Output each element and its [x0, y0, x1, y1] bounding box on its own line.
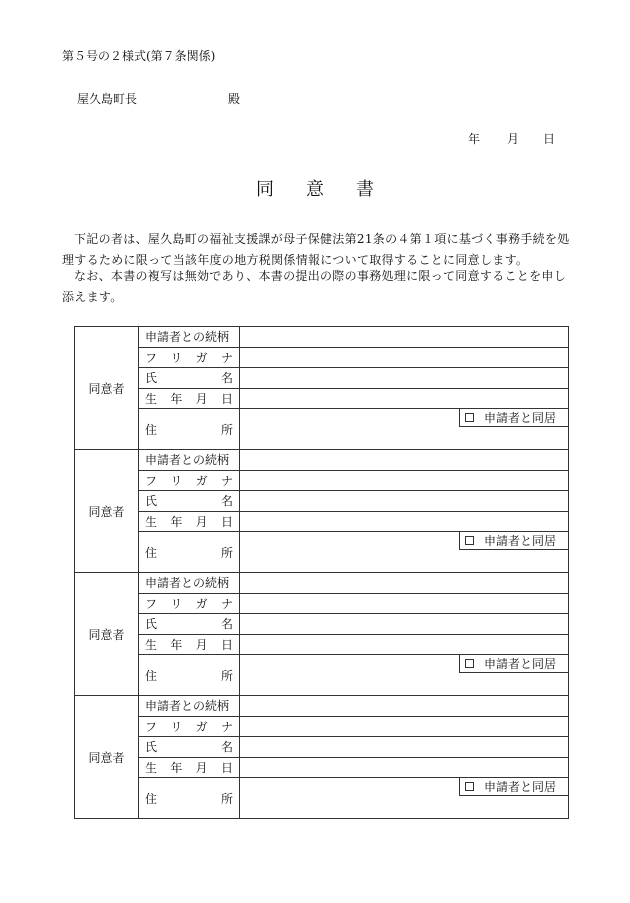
cohabit-checkbox[interactable] [459, 654, 569, 673]
form-number: 第５号の２様式(第７条関係) [62, 49, 216, 63]
relation-label: 申請者との続柄 [139, 450, 240, 471]
cohabit-checkbox[interactable] [459, 777, 569, 796]
name-label: 氏 名 [139, 737, 240, 758]
consenter-row-relation [75, 573, 569, 594]
birthdate-label: 生 年 月 日 [139, 757, 240, 778]
address-field[interactable] [240, 655, 569, 696]
furigana-label: フ リ ガ ナ [139, 716, 240, 737]
consenter-row-name [75, 491, 569, 512]
addressee-honorific: 殿 [228, 92, 241, 106]
birthdate-label: 生 年 月 日 [139, 634, 240, 655]
consenter-row-birth [75, 757, 569, 778]
birthdate-label: 生 年 月 日 [139, 388, 240, 409]
address-label: 住 所 [139, 655, 240, 696]
consent-table [74, 326, 569, 819]
document-title: 同意書 [256, 179, 406, 200]
cohabit-checkbox[interactable] [459, 531, 569, 550]
furigana-field[interactable] [240, 716, 569, 737]
checkbox-square-icon[interactable] [465, 536, 474, 545]
consent-paragraph-2: なお、本書の複写は無効であり、本書の提出の際の事務処理に限って同意することを申し添えます。 [62, 269, 567, 304]
date-month-label: 月 [507, 132, 520, 146]
consenter-label: 同意者 [75, 450, 139, 573]
consenter-row-address [75, 655, 569, 696]
birthdate-field[interactable] [240, 634, 569, 655]
birthdate-label: 生 年 月 日 [139, 511, 240, 532]
cohabit-label: 申請者と同居 [484, 657, 557, 671]
address-field[interactable] [240, 778, 569, 819]
consent-paragraph-1: 下記の者は、屋久島町の福祉支援課が母子保健法第21条の４第１項に基づく事務手続を処理するために限って当該年度の地方税関係情報について取得することに同意します。 [62, 232, 570, 267]
furigana-label: フ リ ガ ナ [139, 347, 240, 368]
address-label: 住 所 [139, 778, 240, 819]
furigana-label: フ リ ガ ナ [139, 593, 240, 614]
relation-field[interactable] [240, 696, 569, 717]
consenter-row-address [75, 532, 569, 573]
relation-label: 申請者との続柄 [139, 573, 240, 594]
name-field[interactable] [240, 737, 569, 758]
consenter-row-relation [75, 327, 569, 348]
address-field[interactable] [240, 409, 569, 450]
furigana-field[interactable] [240, 347, 569, 368]
address-field[interactable] [240, 532, 569, 573]
addressee-name: 屋久島町長 [77, 92, 138, 106]
consenter-row-name [75, 737, 569, 758]
name-field[interactable] [240, 491, 569, 512]
cohabit-label: 申請者と同居 [484, 534, 557, 548]
consenter-row-furigana [75, 716, 569, 737]
consenter-label: 同意者 [75, 327, 139, 450]
cohabit-label: 申請者と同居 [484, 411, 557, 425]
furigana-label: フ リ ガ ナ [139, 470, 240, 491]
name-label: 氏 名 [139, 491, 240, 512]
checkbox-square-icon[interactable] [465, 413, 474, 422]
consenter-row-relation [75, 696, 569, 717]
consenter-row-name [75, 614, 569, 635]
birthdate-field[interactable] [240, 757, 569, 778]
birthdate-field[interactable] [240, 511, 569, 532]
name-label: 氏 名 [139, 368, 240, 389]
relation-field[interactable] [240, 573, 569, 594]
consenter-row-birth [75, 634, 569, 655]
relation-label: 申請者との続柄 [139, 327, 240, 348]
checkbox-square-icon[interactable] [465, 782, 474, 791]
consenter-row-address [75, 409, 569, 450]
consenter-label: 同意者 [75, 573, 139, 696]
birthdate-field[interactable] [240, 388, 569, 409]
address-label: 住 所 [139, 409, 240, 450]
consenter-row-furigana [75, 593, 569, 614]
relation-field[interactable] [240, 450, 569, 471]
name-label: 氏 名 [139, 614, 240, 635]
cohabit-label: 申請者と同居 [484, 780, 557, 794]
furigana-field[interactable] [240, 593, 569, 614]
consenter-row-furigana [75, 347, 569, 368]
consenter-row-birth [75, 511, 569, 532]
consenter-row-address [75, 778, 569, 819]
cohabit-checkbox[interactable] [459, 408, 569, 427]
date-year-label: 年 [468, 132, 481, 146]
consenter-label: 同意者 [75, 696, 139, 819]
relation-label: 申請者との続柄 [139, 696, 240, 717]
consenter-row-birth [75, 388, 569, 409]
address-label: 住 所 [139, 532, 240, 573]
consenter-row-furigana [75, 470, 569, 491]
name-field[interactable] [240, 368, 569, 389]
name-field[interactable] [240, 614, 569, 635]
date-day-label: 日 [543, 132, 556, 146]
consenter-row-name [75, 368, 569, 389]
consenter-row-relation [75, 450, 569, 471]
furigana-field[interactable] [240, 470, 569, 491]
checkbox-square-icon[interactable] [465, 659, 474, 668]
relation-field[interactable] [240, 327, 569, 348]
